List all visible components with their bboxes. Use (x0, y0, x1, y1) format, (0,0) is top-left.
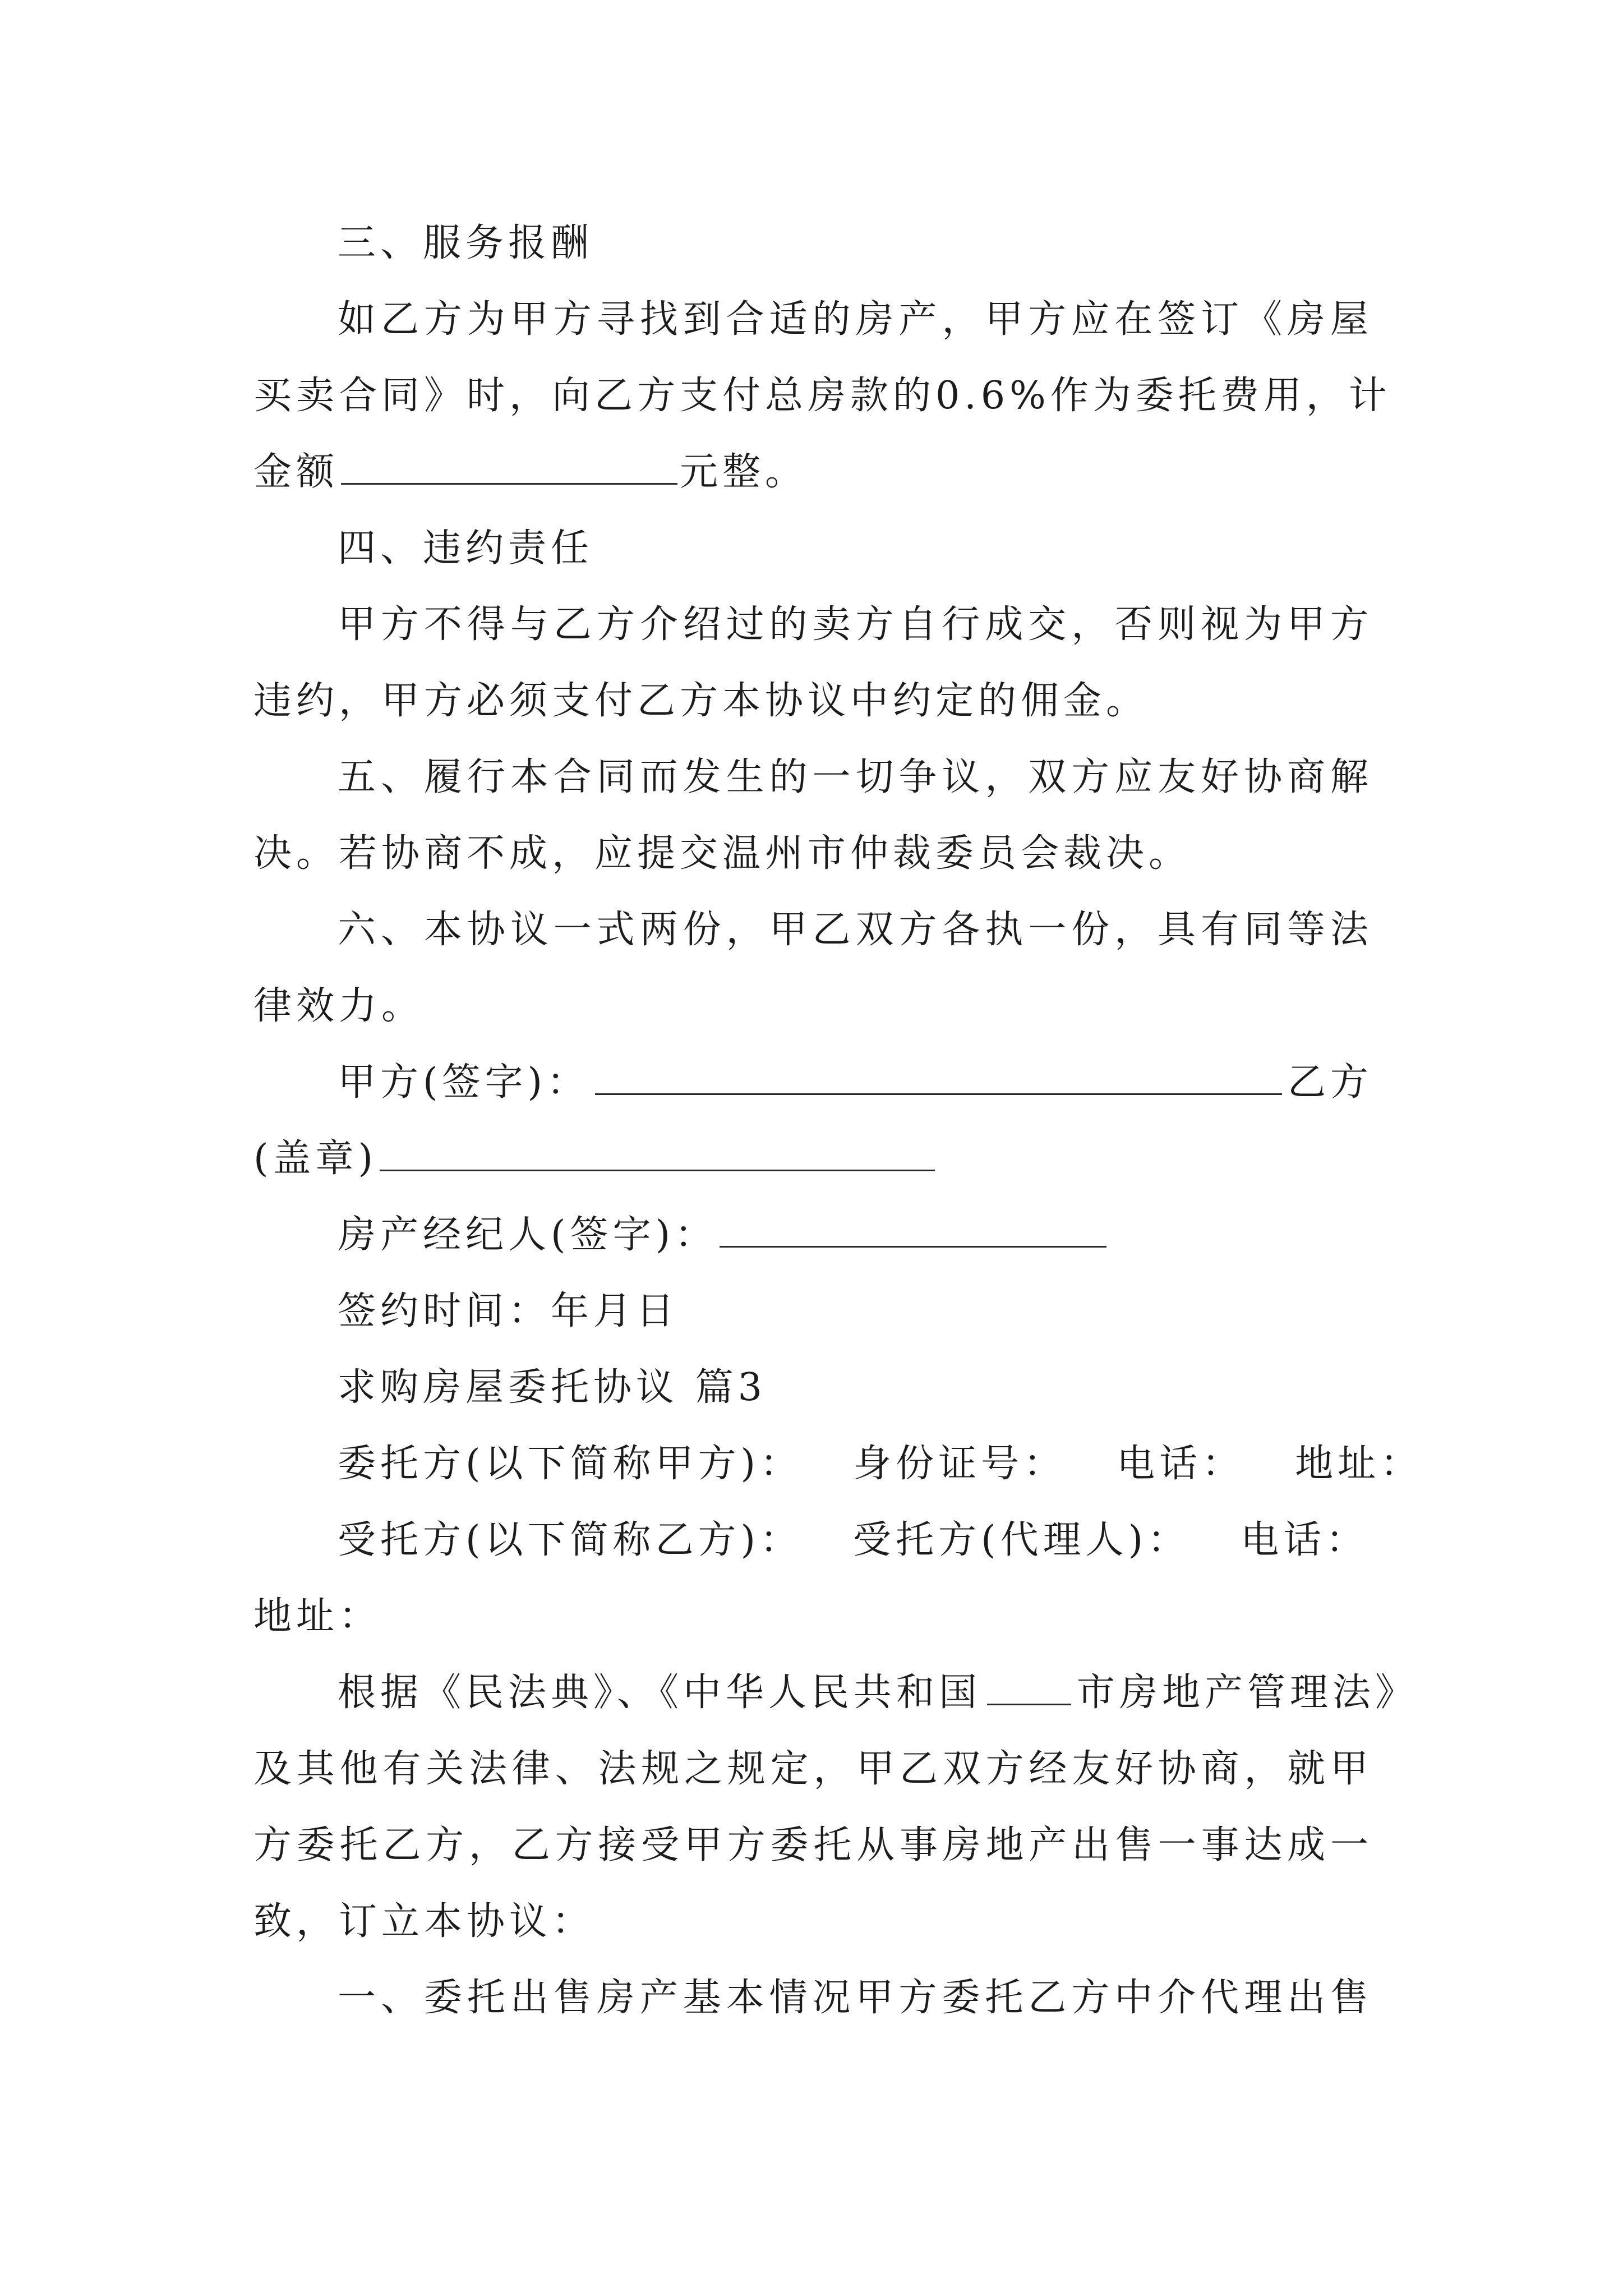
section-3-paragraph-line-1: 如乙方为甲方寻找到合适的房产，甲方应在签订《房屋 (338, 297, 1373, 342)
section-6-line-2: 律效力。 (253, 984, 425, 1028)
agent-signature-row (338, 1211, 1109, 1260)
client-info-row (338, 1439, 1423, 1489)
agent-representative-label: 受托方(代理人)： (853, 1518, 1191, 1562)
basis-line-2: 及其他有关法律、法规之规定，甲乙双方经友好协商，就甲 (253, 1747, 1373, 1791)
amount-suffix: 元整。 (680, 450, 808, 494)
amount-blank (341, 449, 677, 485)
section-4-paragraph-line-2: 违约，甲方必须支付乙方本协议中约定的佣金。 (253, 679, 1149, 723)
signing-date: 签约时间：年月日 (338, 1289, 679, 1333)
agent-address-label: 地址： (253, 1594, 382, 1639)
agent-info-row (338, 1516, 1368, 1565)
section-3-paragraph-line-2: 买卖合同》时，向乙方支付总房款的0.6%作为委托费用，计 (253, 374, 1391, 418)
section-5-line-2: 决。若协商不成，应提交温州市仲裁委员会裁决。 (253, 831, 1192, 876)
basis-line-1 (338, 1668, 1418, 1718)
amount-label: 金额 (253, 450, 339, 494)
item-1-line-1: 一、委托出售房产基本情况甲方委托乙方中介代理出售 (338, 1976, 1373, 2020)
client-id-label: 身份证号： (853, 1442, 1067, 1486)
section-3-paragraph-line-3 (253, 448, 808, 497)
basis-line-4: 致，订立本协议： (253, 1899, 595, 1944)
basis-line-3: 方委托乙方，乙方接受甲方委托从事房地产出售一事达成一 (253, 1823, 1373, 1867)
party-b-label: 乙方 (1287, 1060, 1373, 1105)
city-blank (987, 1670, 1071, 1705)
client-label: 委托方(以下简称甲方)： (338, 1442, 803, 1486)
party-a-signature-label: 甲方(签字)： (338, 1060, 590, 1105)
agreement-title: 求购房屋委托协议 篇3 (338, 1365, 767, 1410)
basis-laws-text: 根据《民法典》、《中华人民共和国 (338, 1671, 982, 1715)
client-address-label: 地址： (1295, 1442, 1423, 1486)
signature-party-a-row (338, 1058, 1373, 1107)
section-5-line-1: 五、履行本合同而发生的一切争议，双方应友好协商解 (338, 755, 1373, 799)
agent-label: 受托方(以下简称乙方)： (338, 1518, 803, 1562)
section-4-heading: 四、违约责任 (338, 526, 594, 570)
party-b-seal-line (380, 1136, 935, 1171)
agent-phone-label: 电话： (1241, 1518, 1369, 1562)
agent-signature-line (720, 1212, 1106, 1248)
client-phone-label: 电话： (1117, 1442, 1245, 1486)
section-6-line-1: 六、本协议一式两份，甲乙双方各执一份，具有同等法 (338, 908, 1373, 952)
party-b-seal-label: (盖章) (253, 1137, 378, 1181)
section-4-paragraph-line-1: 甲方不得与乙方介绍过的卖方自行成交，否则视为甲方 (338, 602, 1373, 647)
section-3-heading: 三、服务报酬 (338, 221, 594, 265)
signature-seal-row (253, 1134, 937, 1184)
agent-signature-label: 房产经纪人(签字)： (338, 1213, 718, 1257)
basis-city-law-text: 市房地产管理法》 (1077, 1671, 1418, 1715)
party-a-signature-line (595, 1060, 1282, 1095)
